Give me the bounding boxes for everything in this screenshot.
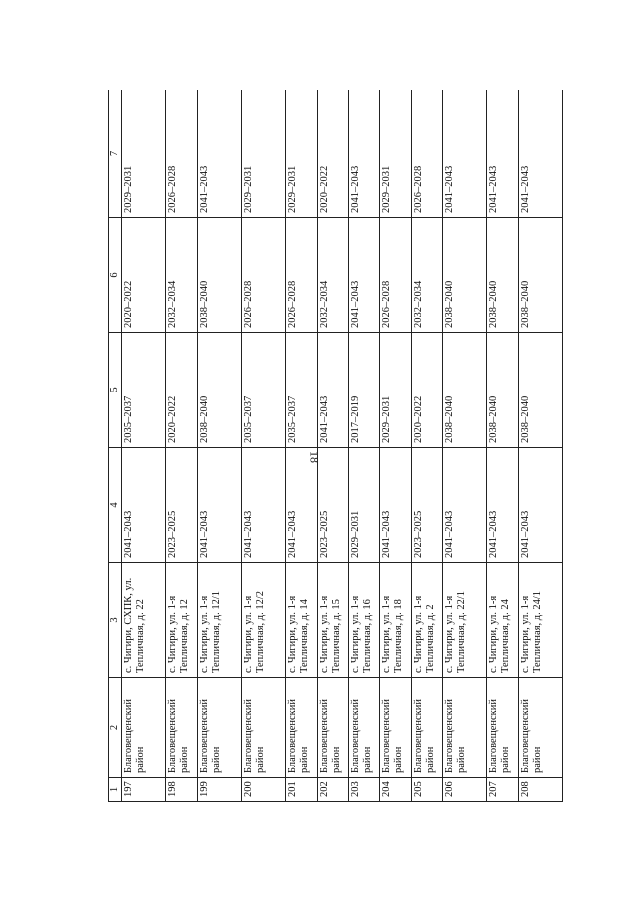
- table-cell-col-7: 2041–2043: [518, 90, 562, 218]
- table-cell-col-3: с. Чигири, ул. 1-я Тепличная, д. 12/1: [197, 563, 241, 678]
- table-cell-col-4: 2041–2043: [518, 448, 562, 563]
- table-cell-col-3: с. Чигири, ул. 1-я Тепличная, д. 22/1: [442, 563, 486, 678]
- table-cell-col-1: 200: [242, 778, 286, 802]
- table-cell-col-2: Благовещенский район: [411, 678, 442, 778]
- data-table: [108, 90, 563, 802]
- table-cell-col-6: 2038–2040: [197, 218, 241, 333]
- table-cell-col-2: Благовещенский район: [487, 678, 518, 778]
- table-cell-col-4: 2023–2025: [317, 448, 348, 563]
- table-cell-col-6: 2026–2028: [380, 218, 411, 333]
- table-cell-col-1: 207: [487, 778, 518, 802]
- table-cell-col-7: 2041–2043: [487, 90, 518, 218]
- table-row: [166, 90, 197, 802]
- table-cell-col-1: 198: [166, 778, 197, 802]
- table-cell-col-4: 2041–2043: [286, 448, 317, 563]
- table-cell-col-4: 2029–2031: [349, 448, 380, 563]
- table-cell-col-7: 2020–2022: [317, 90, 348, 218]
- table-cell-col-2: Благовещенский район: [122, 678, 166, 778]
- table-cell-col-3: с. Чигири, ул. 1-я Тепличная, д. 12/2: [242, 563, 286, 678]
- table-cell-col-7: 2026–2028: [411, 90, 442, 218]
- table-cell-col-5: 2020–2022: [411, 333, 442, 448]
- table-cell-col-3: с. Чигири, ул. 1-я Тепличная, д. 14: [286, 563, 317, 678]
- table-cell-col-1: 203: [349, 778, 380, 802]
- table-cell-col-7: 2041–2043: [197, 90, 241, 218]
- table-row: [349, 90, 380, 802]
- table-row: [487, 90, 518, 802]
- col-header-2: 2: [109, 678, 122, 778]
- table-cell-col-6: 2032–2034: [166, 218, 197, 333]
- table-cell-col-6: 2038–2040: [442, 218, 486, 333]
- table-cell-col-4: 2041–2043: [122, 448, 166, 563]
- table-cell-col-1: 204: [380, 778, 411, 802]
- table-cell-col-4: 2041–2043: [242, 448, 286, 563]
- table-cell-col-1: 197: [122, 778, 166, 802]
- table-cell-col-2: Благовещенский район: [518, 678, 562, 778]
- col-header-7: 7: [109, 90, 122, 218]
- table-cell-col-2: Благовещенский район: [286, 678, 317, 778]
- table-cell-col-7: 2029–2031: [286, 90, 317, 218]
- table-cell-col-6: 2020–2022: [122, 218, 166, 333]
- table-cell-col-4: 2041–2043: [442, 448, 486, 563]
- table-cell-col-5: 2038–2040: [518, 333, 562, 448]
- table-header: [109, 90, 122, 802]
- table-cell-col-6: 2041–2043: [349, 218, 380, 333]
- table-cell-col-5: 2035–2037: [122, 333, 166, 448]
- table-cell-col-5: 2035–2037: [286, 333, 317, 448]
- table-cell-col-2: Благовещенский район: [197, 678, 241, 778]
- table-row: [286, 90, 317, 802]
- table-cell-col-5: 2035–2037: [242, 333, 286, 448]
- table-row: [242, 90, 286, 802]
- table-cell-col-3: с. Чигири, ул. 1-я Тепличная, д. 18: [380, 563, 411, 678]
- table-cell-col-7: 2029–2031: [380, 90, 411, 218]
- table-body: [122, 90, 563, 802]
- table-cell-col-1: 201: [286, 778, 317, 802]
- table-cell-col-2: Благовещенский район: [349, 678, 380, 778]
- col-header-4: 4: [109, 448, 122, 563]
- table-cell-col-3: с. Чигири, ул. 1-я Тепличная, д. 16: [349, 563, 380, 678]
- table-cell-col-7: 2041–2043: [442, 90, 486, 218]
- table-cell-col-7: 2029–2031: [242, 90, 286, 218]
- col-header-3: 3: [109, 563, 122, 678]
- table-cell-col-3: с. Чигири, ул. 1-я Тепличная, д. 12: [166, 563, 197, 678]
- table-cell-col-1: 199: [197, 778, 241, 802]
- table-cell-col-2: Благовещенский район: [380, 678, 411, 778]
- table-cell-col-5: 2020–2022: [166, 333, 197, 448]
- table-cell-col-7: 2026–2028: [166, 90, 197, 218]
- table-cell-col-1: 206: [442, 778, 486, 802]
- table-cell-col-3: с. Чигири, ул. 1-я Тепличная, д. 24: [487, 563, 518, 678]
- table-cell-col-2: Благовещенский район: [166, 678, 197, 778]
- table-cell-col-3: с. Чигири, СХПК, ул. Тепличная, д. 22: [122, 563, 166, 678]
- table-cell-col-6: 2026–2028: [242, 218, 286, 333]
- table-cell-col-6: 2032–2034: [411, 218, 442, 333]
- table-cell-col-5: 2041–2043: [317, 333, 348, 448]
- table-row: [442, 90, 486, 802]
- table-cell-col-2: Благовещенский район: [317, 678, 348, 778]
- table-cell-col-6: 2038–2040: [487, 218, 518, 333]
- table-row: [380, 90, 411, 802]
- table-cell-col-5: 2038–2040: [197, 333, 241, 448]
- col-header-5: 5: [109, 333, 122, 448]
- table-cell-col-6: 2038–2040: [518, 218, 562, 333]
- table-cell-col-4: 2023–2025: [411, 448, 442, 563]
- table-cell-col-4: 2041–2043: [380, 448, 411, 563]
- rotated-table-area: [108, 90, 563, 802]
- col-header-6: 6: [109, 218, 122, 333]
- page-number: 18: [307, 451, 322, 463]
- table-cell-col-7: 2029–2031: [122, 90, 166, 218]
- table-cell-col-4: 2023–2025: [166, 448, 197, 563]
- table-cell-col-6: 2032–2034: [317, 218, 348, 333]
- col-header-1: 1: [109, 778, 122, 802]
- table-row: [122, 90, 166, 802]
- table-cell-col-3: с. Чигири, ул. 1-я Тепличная, д. 2: [411, 563, 442, 678]
- table-cell-col-5: 2038–2040: [442, 333, 486, 448]
- table-cell-col-5: 2017–2019: [349, 333, 380, 448]
- table-cell-col-2: Благовещенский район: [242, 678, 286, 778]
- table-cell-col-7: 2041–2043: [349, 90, 380, 218]
- table-cell-col-2: Благовещенский район: [442, 678, 486, 778]
- table-cell-col-5: 2038–2040: [487, 333, 518, 448]
- table-cell-col-3: с. Чигири, ул. 1-я Тепличная, д. 24/1: [518, 563, 562, 678]
- table-row: [518, 90, 562, 802]
- table-cell-col-1: 202: [317, 778, 348, 802]
- table-cell-col-3: с. Чигири, ул. 1-я Тепличная, д. 15: [317, 563, 348, 678]
- table-cell-col-6: 2026–2028: [286, 218, 317, 333]
- header-row: [109, 90, 122, 802]
- table-row: [317, 90, 348, 802]
- table-cell-col-1: 205: [411, 778, 442, 802]
- table-cell-col-4: 2041–2043: [487, 448, 518, 563]
- table-cell-col-1: 208: [518, 778, 562, 802]
- table-row: [197, 90, 241, 802]
- table-cell-col-5: 2029–2031: [380, 333, 411, 448]
- table-row: [411, 90, 442, 802]
- table-cell-col-4: 2041–2043: [197, 448, 241, 563]
